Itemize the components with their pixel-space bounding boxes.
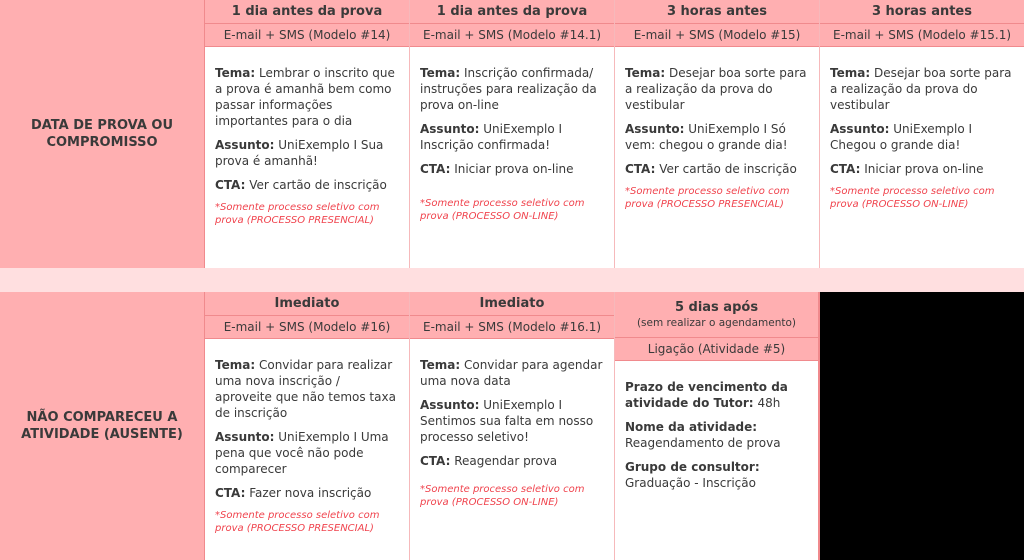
grupo-text: Graduação - Inscrição	[625, 476, 756, 490]
row-nao-compareceu	[0, 292, 1024, 560]
card-channel: E-mail + SMS (Modelo #15.1)	[820, 24, 1024, 47]
cta-text: Reagendar prova	[454, 454, 558, 468]
assunto-text: UniExemplo I Uma pena que você não pode comparecer	[215, 430, 389, 476]
assunto-label: Assunto:	[420, 122, 480, 136]
card-modelo-15	[615, 0, 820, 268]
tema	[215, 357, 399, 421]
cta-label: CTA:	[625, 162, 656, 176]
footnote: *Somente processo seletivo com prova (PROCESSO ON-LINE)	[420, 484, 585, 508]
card-body	[410, 47, 614, 223]
tema-text: Lembrar o inscrito que a prova é amanhã bem como passar informações importantes para o dia	[215, 66, 395, 128]
footnote: *Somente processo seletivo com prova (PROCESSO ON-LINE)	[420, 198, 585, 222]
card-channel: E-mail + SMS (Modelo #16.1)	[410, 316, 614, 339]
footnote: *Somente processo seletivo com prova (PROCESSO PRESENCIAL)	[215, 510, 380, 534]
tema-text: Desejar boa sorte para a realização da prova do vestibular	[625, 66, 807, 112]
cta	[215, 485, 399, 501]
tema	[420, 65, 604, 113]
footnote: *Somente processo seletivo com prova (PROCESSO ON-LINE)	[830, 186, 995, 210]
prazo-text: 48h	[757, 396, 781, 410]
card-modelo-14	[205, 0, 410, 268]
tema-label: Tema:	[215, 66, 256, 80]
cta	[625, 161, 809, 177]
assunto-label: Assunto:	[420, 398, 480, 412]
tema-label: Tema:	[420, 66, 461, 80]
card-body	[615, 361, 818, 491]
row-separator	[0, 268, 1024, 292]
cta-text: Ver cartão de inscrição	[249, 178, 387, 192]
grupo-consultor	[625, 459, 808, 491]
card-channel: E-mail + SMS (Modelo #14)	[205, 24, 409, 47]
card-timing: 1 dia antes da prova	[205, 0, 409, 24]
tema-text: Convidar para realizar uma nova inscrição / aproveite que não temos taxa de inscrição	[215, 358, 396, 420]
card-modelo-14-1	[410, 0, 615, 268]
cta-label: CTA:	[215, 178, 246, 192]
card-timing	[615, 292, 818, 338]
assunto	[625, 121, 809, 153]
row-data-de-prova	[0, 0, 1024, 268]
timing-title: 5 dias após	[674, 300, 759, 315]
tema	[215, 65, 399, 129]
card-channel: E-mail + SMS (Modelo #16)	[205, 316, 409, 339]
card-channel: Ligação (Atividade #5)	[615, 338, 818, 361]
tema-label: Tema:	[830, 66, 871, 80]
nome-atividade	[625, 419, 808, 451]
card-modelo-16	[205, 292, 410, 560]
row-label: DATA DE PROVA OU COMPROMISSO	[0, 0, 205, 268]
tema-text: Inscrição confirmada/ instruções para realização da prova on-line	[420, 66, 597, 112]
cta-label: CTA:	[420, 454, 451, 468]
cta	[420, 453, 604, 469]
tema-text: Convidar para agendar uma nova data	[420, 358, 603, 388]
cta	[215, 177, 399, 193]
nome-label: Nome da atividade:	[625, 420, 758, 434]
prazo	[625, 379, 808, 411]
card-timing: Imediato	[205, 292, 409, 316]
footnote: *Somente processo seletivo com prova (PROCESSO PRESENCIAL)	[215, 202, 380, 226]
card-body	[205, 339, 409, 535]
footnote: *Somente processo seletivo com prova (PROCESSO PRESENCIAL)	[625, 186, 790, 210]
grupo-label: Grupo de consultor:	[625, 460, 760, 474]
assunto-text: UniExemplo I Sua prova é amanhã!	[215, 138, 384, 168]
assunto-text: UniExemplo I Só vem: chegou o grande dia!	[625, 122, 788, 152]
card-modelo-15-1	[820, 0, 1024, 268]
tema-label: Tema:	[625, 66, 666, 80]
tema	[830, 65, 1014, 113]
cta-text: Iniciar prova on-line	[454, 162, 574, 176]
card-timing: 3 horas antes	[615, 0, 819, 24]
cta-text: Iniciar prova on-line	[864, 162, 984, 176]
timing-subtitle: (sem realizar o agendamento)	[636, 317, 797, 329]
assunto	[830, 121, 1014, 153]
cta-text: Ver cartão de inscrição	[659, 162, 797, 176]
cta	[420, 161, 604, 177]
assunto-text: UniExemplo I Sentimos sua falta em nosso processo seletivo!	[420, 398, 594, 444]
assunto	[215, 429, 399, 477]
card-body	[205, 47, 409, 227]
tema-text: Desejar boa sorte para a realização da prova do vestibular	[830, 66, 1012, 112]
tema	[625, 65, 809, 113]
assunto	[215, 137, 399, 169]
tema-label: Tema:	[215, 358, 256, 372]
cta-label: CTA:	[215, 486, 246, 500]
assunto	[420, 397, 604, 445]
card-timing: 1 dia antes da prova	[410, 0, 614, 24]
assunto	[420, 121, 604, 153]
row-label: NÃO COMPARECEU A ATIVIDADE (AUSENTE)	[0, 292, 205, 560]
card-timing: Imediato	[410, 292, 614, 316]
card-body	[410, 339, 614, 509]
cta	[830, 161, 1014, 177]
assunto-text: UniExemplo I Chegou o grande dia!	[830, 122, 973, 152]
cta-label: CTA:	[420, 162, 451, 176]
assunto-label: Assunto:	[625, 122, 685, 136]
nome-text: Reagendamento de prova	[625, 436, 781, 450]
card-atividade-5	[615, 292, 820, 560]
card-modelo-16-1	[410, 292, 615, 560]
card-timing: 3 horas antes	[820, 0, 1024, 24]
prazo-label: Prazo de vencimento da atividade do Tutor:	[625, 380, 788, 410]
tema	[420, 357, 604, 389]
card-channel: E-mail + SMS (Modelo #14.1)	[410, 24, 614, 47]
card-channel: E-mail + SMS (Modelo #15)	[615, 24, 819, 47]
assunto-label: Assunto:	[215, 430, 275, 444]
cta-label: CTA:	[830, 162, 861, 176]
card-body	[615, 47, 819, 211]
assunto-text: UniExemplo I Inscrição confirmada!	[420, 122, 563, 152]
empty-black-area	[820, 292, 1024, 560]
assunto-label: Assunto:	[830, 122, 890, 136]
cta-text: Fazer nova inscrição	[249, 486, 372, 500]
card-body	[820, 47, 1024, 211]
assunto-label: Assunto:	[215, 138, 275, 152]
tema-label: Tema:	[420, 358, 461, 372]
